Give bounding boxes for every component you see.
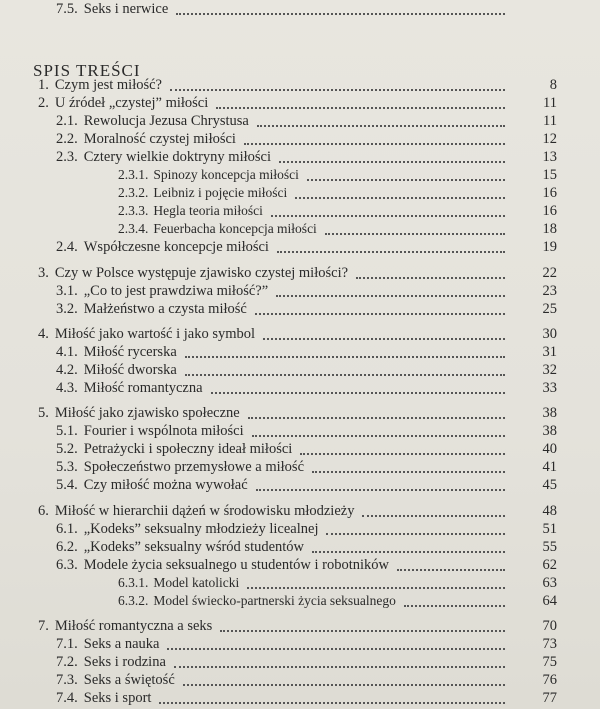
toc-entry: [0, 689, 600, 707]
toc-entry-title: Seks i rodzina: [83, 654, 166, 670]
toc-entry-heading: [56, 112, 249, 130]
toc-entry: [0, 520, 600, 538]
toc-entry-heading: [56, 440, 292, 458]
toc-entry-number: 3.2.: [56, 301, 78, 317]
toc-entry-title: Miłość rycerska: [83, 344, 177, 360]
toc-entry-number: 4.: [38, 326, 49, 342]
toc-entry: [0, 538, 600, 556]
toc-title: SPIS TREŚCI: [33, 61, 141, 80]
toc-entry-heading: [56, 130, 236, 148]
toc-entry-number: 6.: [38, 503, 49, 519]
toc-entry-number: 5.1.: [56, 423, 78, 439]
toc-entry-title: Model katolicki: [153, 575, 240, 590]
toc-page-number: 16: [542, 203, 557, 219]
toc-entry-heading: [56, 671, 175, 689]
toc-dot-leader: [185, 354, 505, 358]
toc-entry-heading: [56, 458, 304, 476]
toc-entry-number: 6.3.1.: [118, 575, 149, 590]
toc-entry-heading: [56, 238, 269, 256]
toc-dot-leader: [325, 231, 505, 235]
toc-entry-title: Czy w Polsce występuje zjawisko czystej miłości?: [54, 265, 349, 281]
toc-entry: [0, 556, 600, 574]
toc-entry-heading: [56, 635, 159, 653]
toc-entry: [0, 112, 600, 130]
toc-entry-heading: [56, 0, 168, 18]
toc-entry-number: 2.2.: [56, 131, 78, 147]
toc-entry-number: 4.3.: [56, 380, 78, 396]
toc-entry-number: 2.3.2.: [118, 185, 149, 200]
toc-entry-heading: [56, 689, 151, 707]
toc-dot-leader: [295, 195, 505, 199]
toc-entry-heading: [56, 282, 268, 300]
toc-page-number: 19: [542, 239, 557, 255]
toc-entry-heading: [38, 264, 348, 282]
toc-entry: [0, 422, 600, 440]
toc-entry-number: 6.1.: [56, 521, 78, 537]
toc-entry-title: Seks i nerwice: [83, 1, 169, 17]
toc-page-number: 13: [542, 149, 557, 165]
toc-page-number: 11: [543, 95, 557, 111]
toc-dot-leader: [312, 549, 505, 553]
toc-entry-number: 4.2.: [56, 362, 78, 378]
toc-page-number: 40: [542, 441, 557, 457]
toc-entry-number: 2.4.: [56, 239, 78, 255]
toc-entry-number: 4.1.: [56, 344, 78, 360]
toc-entry-number: 6.3.: [56, 557, 78, 573]
toc-entry-heading: [56, 343, 177, 361]
toc-entry-heading: [118, 592, 396, 610]
toc-entry-number: 2.3.: [56, 149, 78, 165]
toc-page-number: 33: [542, 380, 557, 396]
toc-entry-number: 3.: [38, 265, 49, 281]
toc-entry-title: „Kodeks” seksualny młodzieży licealnej: [83, 521, 319, 537]
toc-dot-leader: [271, 213, 505, 217]
toc-entry: [0, 574, 600, 592]
toc-entry-title: Miłość jako zjawisko społeczne: [54, 405, 240, 421]
toc-dot-leader: [252, 433, 505, 437]
toc-dot-leader: [255, 311, 505, 315]
toc-entry: [0, 635, 600, 653]
toc-entry-number: 2.3.4.: [118, 221, 149, 236]
toc-entry-title: „Kodeks” seksualny wśród studentów: [83, 539, 305, 555]
toc-page-number: 64: [542, 593, 557, 609]
toc-entry-number: 6.3.2.: [118, 593, 149, 608]
toc-dot-leader: [247, 585, 505, 589]
toc-entry-title: Miłość dworska: [83, 362, 177, 378]
toc-entry-title: Czym jest miłość?: [54, 77, 162, 93]
toc-page-number: 51: [542, 521, 557, 537]
toc-entry-heading: [56, 538, 304, 556]
toc-entry-heading: [38, 325, 255, 343]
toc-entry-number: 6.2.: [56, 539, 78, 555]
toc-entry-heading: [38, 94, 208, 112]
toc-entry-heading: [56, 520, 318, 538]
toc-entry: [0, 361, 600, 379]
toc-dot-leader: [256, 487, 505, 491]
toc-entry-number: 1.: [38, 77, 49, 93]
toc-entry-number: 7.: [38, 618, 49, 634]
toc-entry: [0, 343, 600, 361]
toc-entry-heading: [56, 653, 166, 671]
toc-dot-leader: [170, 87, 505, 91]
toc-entry: [0, 592, 600, 610]
toc-entry: [0, 379, 600, 397]
toc-entry: [0, 325, 600, 343]
toc-entry-heading: [56, 476, 248, 494]
toc-dot-leader: [244, 141, 505, 145]
toc-page-number: 70: [542, 618, 557, 634]
toc-dot-leader: [404, 603, 505, 607]
toc-entry-heading: [118, 574, 239, 592]
toc-entry-number: 7.4.: [56, 690, 78, 706]
toc-entry: [0, 202, 600, 220]
toc-entry-title: Małżeństwo a czysta miłość: [83, 301, 247, 317]
toc-entry: [0, 440, 600, 458]
toc-dot-leader: [248, 415, 505, 419]
toc-entry-title: Miłość romantyczna: [83, 380, 203, 396]
toc-page-number: 76: [542, 672, 557, 688]
toc-page-number: 77: [542, 690, 557, 706]
toc-entry-number: 2.3.3.: [118, 203, 149, 218]
toc-dot-leader: [362, 513, 505, 517]
toc-entry-number: 5.: [38, 405, 49, 421]
toc-entry-heading: [38, 76, 162, 94]
toc-entry-title: Seks a świętość: [83, 672, 175, 688]
toc-entry-title: Hegla teoria miłości: [153, 203, 263, 218]
toc-entry-heading: [56, 361, 177, 379]
toc-page-number: 22: [542, 265, 557, 281]
toc-entry-number: 5.3.: [56, 459, 78, 475]
toc-entry: [0, 148, 600, 166]
toc-entry-heading: [56, 422, 244, 440]
toc-dot-leader: [167, 646, 505, 650]
toc-entry-heading: [38, 404, 240, 422]
toc-dot-leader: [174, 664, 505, 668]
toc-entry-heading: [56, 379, 203, 397]
toc-entry-title: Seks i sport: [83, 690, 152, 706]
toc-dot-leader: [312, 469, 505, 473]
toc-entry: [0, 220, 600, 238]
toc-entry: [0, 404, 600, 422]
toc-dot-leader: [279, 159, 505, 163]
toc-entry: [0, 653, 600, 671]
toc-entry-number: 7.5.: [56, 1, 78, 17]
toc-dot-leader: [263, 336, 505, 340]
toc-page-number: 31: [542, 344, 557, 360]
toc-page-number: 23: [542, 283, 557, 299]
toc-entry: [0, 458, 600, 476]
toc-page-number: 16: [542, 185, 557, 201]
toc-page-number: 15: [542, 167, 557, 183]
toc-dot-leader: [257, 123, 505, 127]
toc-page-number: 32: [542, 362, 557, 378]
toc-page-number: 45: [542, 477, 557, 493]
toc-entry-number: 2.: [38, 95, 49, 111]
toc-entry: [0, 0, 600, 18]
toc-entry: [0, 282, 600, 300]
toc-dot-leader: [397, 567, 505, 571]
toc-entry-number: 2.3.1.: [118, 167, 149, 182]
toc-entry-heading: [118, 184, 287, 202]
toc-dot-leader: [211, 390, 505, 394]
toc-page-number: 25: [542, 301, 557, 317]
toc-entry-title: Moralność czystej miłości: [83, 131, 236, 147]
toc-dot-leader: [277, 249, 505, 253]
toc-dot-leader: [183, 682, 505, 686]
toc-entry-title: Fourier i wspólnota miłości: [83, 423, 244, 439]
toc-dot-leader: [176, 11, 505, 15]
toc-entry-title: Feuerbacha koncepcja miłości: [153, 221, 317, 236]
toc-page-number: 18: [542, 221, 557, 237]
toc-entry: [0, 184, 600, 202]
toc-entry-title: Seks a nauka: [83, 636, 160, 652]
toc-entry-title: Modele życia seksualnego u studentów i robotników: [83, 557, 389, 573]
toc-page-number: 55: [542, 539, 557, 555]
toc-entry-title: „Co to jest prawdziwa miłość?”: [83, 283, 269, 299]
toc-entry-title: Leibniz i pojęcie miłości: [153, 185, 288, 200]
toc-page-number: 48: [542, 503, 557, 519]
toc-dot-leader: [276, 293, 505, 297]
toc-entry-title: Cztery wielkie doktryny miłości: [83, 149, 272, 165]
toc-page-number: 38: [542, 423, 557, 439]
toc-entry-number: 3.1.: [56, 283, 78, 299]
toc-dot-leader: [220, 628, 505, 632]
toc-entry-title: Petrażycki i społeczny ideał miłości: [83, 441, 293, 457]
toc-page-number: 30: [542, 326, 557, 342]
toc-entry: [0, 130, 600, 148]
toc-entry-number: 7.2.: [56, 654, 78, 670]
toc-entry-title: Miłość jako wartość i jako symbol: [54, 326, 256, 342]
toc-page-number: 11: [543, 113, 557, 129]
toc-page-number: 73: [542, 636, 557, 652]
toc-entry-heading: [118, 202, 263, 220]
toc-entry-heading: [56, 148, 271, 166]
toc-entry-title: Miłość w hierarchii dążeń w środowisku młodzieży: [54, 503, 355, 519]
toc-entry: [0, 264, 600, 282]
toc-page-number: 62: [542, 557, 557, 573]
toc-dot-leader: [300, 451, 505, 455]
toc-entry-number: 5.2.: [56, 441, 78, 457]
toc-entry-number: 7.3.: [56, 672, 78, 688]
toc-entry: [0, 476, 600, 494]
toc-entry-title: Rewolucja Jezusa Chrystusa: [83, 113, 249, 129]
toc-entry-title: Spinozy koncepcja miłości: [153, 167, 299, 182]
toc-dot-leader: [307, 177, 505, 181]
toc-entry: [0, 671, 600, 689]
toc-entry-title: Czy miłość można wywołać: [83, 477, 248, 493]
toc-entry-title: Współczesne koncepcje miłości: [83, 239, 269, 255]
toc-entry-heading: [118, 166, 299, 184]
toc-entry-title: Miłość romantyczna a seks: [54, 618, 213, 634]
toc-dot-leader: [159, 700, 505, 704]
toc-page-number: 8: [549, 77, 557, 93]
toc-entry: [0, 238, 600, 256]
toc-page-number: 38: [542, 405, 557, 421]
toc-entry-number: 5.4.: [56, 477, 78, 493]
toc-entry: [0, 617, 600, 635]
toc-entry: [0, 166, 600, 184]
toc-dot-leader: [326, 531, 505, 535]
toc-page-number: 63: [542, 575, 557, 591]
toc-entry-title: U źródeł „czystej” miłości: [54, 95, 209, 111]
toc-dot-leader: [356, 275, 505, 279]
toc-entry: [0, 502, 600, 520]
toc-entry-number: 2.1.: [56, 113, 78, 129]
toc-entry-heading: [38, 617, 212, 635]
toc-page-number: 41: [542, 459, 557, 475]
toc-entry-number: 7.1.: [56, 636, 78, 652]
toc-entry-title: Model świecko-partnerski życia seksualnego: [153, 593, 396, 608]
toc-entry: [0, 76, 600, 94]
toc-entry-heading: [118, 220, 317, 238]
toc-entry-heading: [56, 300, 247, 318]
toc-dot-leader: [185, 372, 505, 376]
toc-entry-heading: [56, 556, 389, 574]
toc-entry-title: Społeczeństwo przemysłowe a miłość: [83, 459, 305, 475]
toc-entry-heading: [38, 502, 354, 520]
toc-entry: [0, 94, 600, 112]
toc-page-number: 75: [542, 654, 557, 670]
toc-page-number: 12: [542, 131, 557, 147]
toc-dot-leader: [216, 105, 505, 109]
toc-entry: [0, 300, 600, 318]
